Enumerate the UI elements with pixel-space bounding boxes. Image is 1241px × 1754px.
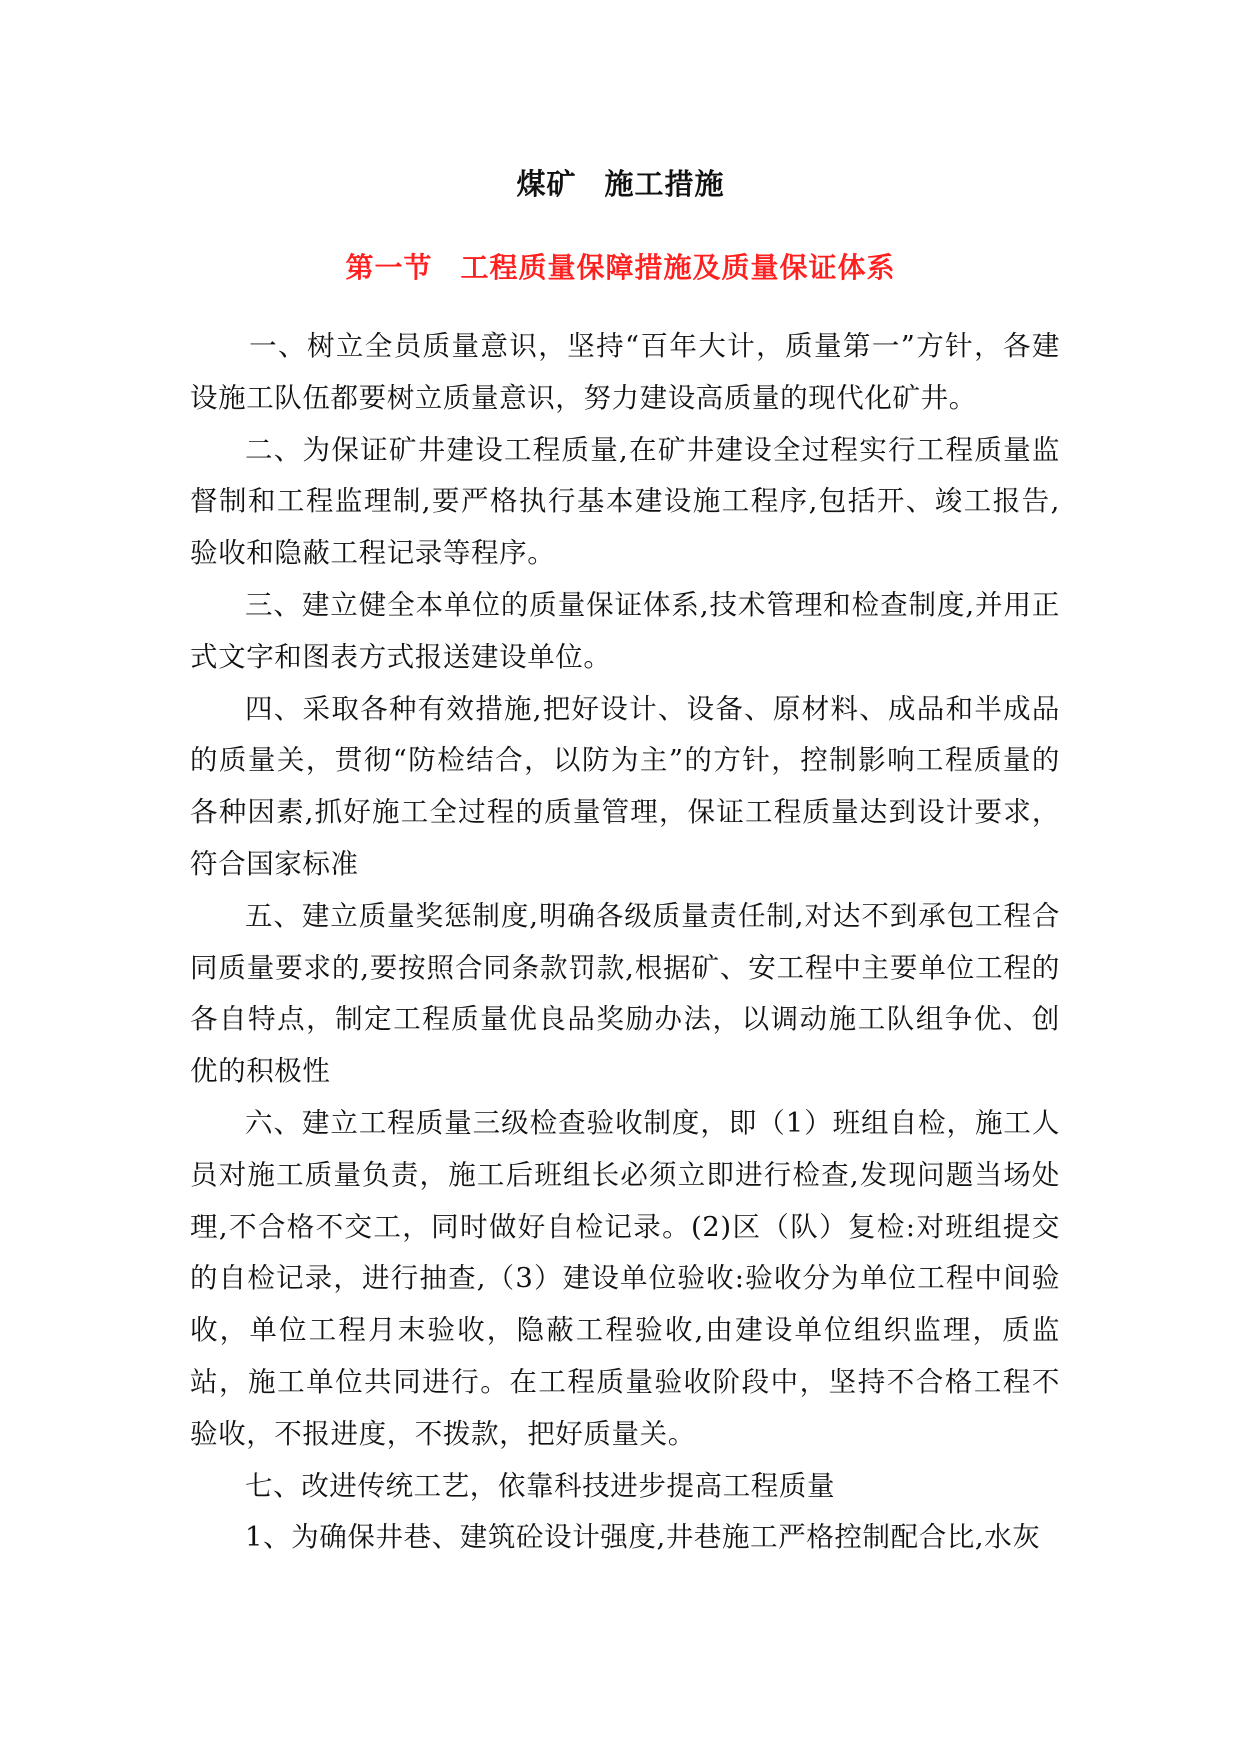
paragraph-8: 1、为确保井巷、建筑砼设计强度,井巷施工严格控制配合比,水灰 bbox=[245, 1521, 1041, 1554]
title-part-1: 煤矿 bbox=[516, 167, 577, 201]
paragraph-5: 五、建立质量奖惩制度,明确各级质量责任制,对达不到承包工程合同质量要求的,要按照合同条款罚款,根据矿、安工程中主要单位工程的各自特点，制定工程质量优良品奖励办法，以调动施工队组争优、创优的积极性 bbox=[190, 899, 1060, 1088]
paragraph-3: 三、建立健全本单位的质量保证体系,技术管理和检查制度,并用正式文字和图表方式报送建设单位。 bbox=[190, 588, 1060, 673]
document-body bbox=[190, 321, 1060, 1564]
paragraph-2: 二、为保证矿井建设工程质量,在矿井建设全过程实行工程质量监督制和工程监理制,要严格执行基本建设施工程序,包括开、竣工报告,验收和隐蔽工程记录等程序。 bbox=[190, 433, 1060, 570]
paragraph-6: 六、建立工程质量三级检查验收制度，即（1）班组自检，施工人员对施工质量负责，施工后班组长必须立即进行检查,发现问题当场处理,不合格不交工，同时做好自检记录。(2)区（队）复检:对班组提交的自检记录，进行抽查,（3）建设单位验收:验收分为单位工程中间验收，单位工程月末验收，隐蔽工程验收,由建设单位组织监理，质监站，施工单位共同进行。在工程质量验收阶段中，坚持不合格工程不验收，不报进度，不拨款，把好质量关。 bbox=[190, 1106, 1060, 1450]
section-number: 第一节 bbox=[345, 251, 433, 284]
section-heading bbox=[0, 246, 1241, 286]
paragraph-4: 四、采取各种有效措施,把好设计、设备、原材料、成品和半成品的质量关，贯彻“防检结合，以防为主”的方针，控制影响工程质量的各种因素,抓好施工全过程的质量管理，保证工程质量达到设计要求，符合国家标准 bbox=[190, 692, 1060, 880]
paragraph-7: 七、改进传统工艺，依靠科技进步提高工程质量 bbox=[245, 1469, 836, 1502]
document-title bbox=[0, 162, 1241, 203]
title-part-2: 施工措施 bbox=[604, 167, 725, 201]
section-title: 工程质量保障措施及质量保证体系 bbox=[460, 251, 896, 284]
paragraph-1: 一、树立全员质量意识，坚持“百年大计，质量第一”方针，各建设施工队伍都要树立质量意识，努力建设高质量的现代化矿井。 bbox=[190, 330, 1060, 414]
